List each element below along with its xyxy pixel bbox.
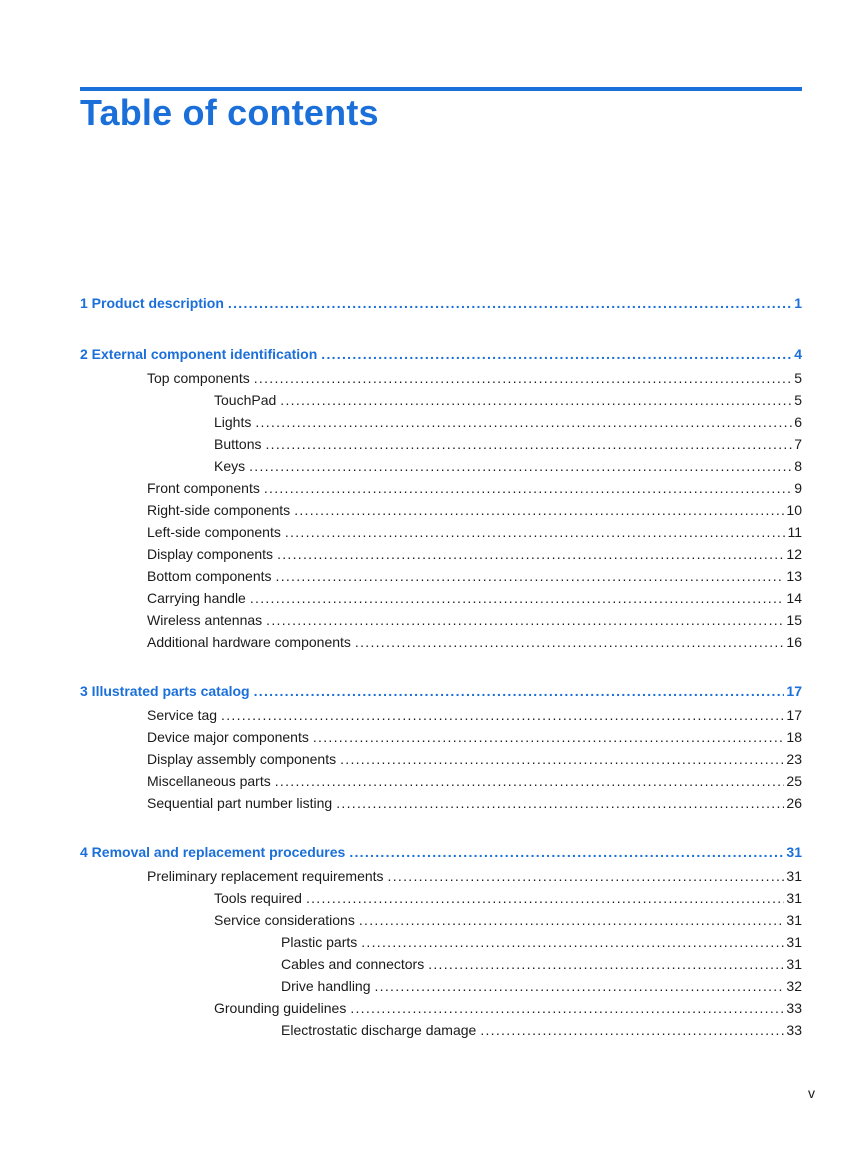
toc-entry-title: Additional hardware components bbox=[147, 634, 351, 650]
dot-leader bbox=[266, 609, 784, 631]
toc-entry[interactable] bbox=[80, 975, 802, 997]
toc-chapter-title: 1 Product description bbox=[80, 295, 224, 311]
table-of-contents bbox=[80, 290, 802, 1066]
toc-entry-title: Bottom components bbox=[147, 568, 272, 584]
dot-leader bbox=[375, 975, 785, 997]
toc-page-number: 9 bbox=[794, 480, 802, 496]
toc-chapter bbox=[80, 341, 802, 653]
toc-page-number: 7 bbox=[794, 436, 802, 452]
toc-chapter bbox=[80, 839, 802, 1041]
toc-page-number: 5 bbox=[794, 370, 802, 386]
toc-entry-title: Drive handling bbox=[281, 978, 371, 994]
toc-entry[interactable] bbox=[80, 367, 802, 389]
toc-entry[interactable] bbox=[80, 477, 802, 499]
dot-leader bbox=[388, 865, 785, 887]
toc-page-number: 4 bbox=[794, 346, 802, 362]
toc-page-number: 31 bbox=[786, 912, 802, 928]
toc-page-number: 26 bbox=[786, 795, 802, 811]
page-title: Table of contents bbox=[80, 92, 379, 133]
toc-entry[interactable] bbox=[80, 521, 802, 543]
page-number: v bbox=[808, 1085, 815, 1101]
toc-entry[interactable] bbox=[80, 499, 802, 521]
toc-entry[interactable] bbox=[80, 631, 802, 653]
toc-entry[interactable] bbox=[80, 704, 802, 726]
toc-entry[interactable] bbox=[80, 389, 802, 411]
toc-entry[interactable] bbox=[80, 433, 802, 455]
dot-leader bbox=[428, 953, 784, 975]
dot-leader bbox=[265, 433, 792, 455]
dot-leader bbox=[359, 909, 785, 931]
toc-entry[interactable] bbox=[80, 411, 802, 433]
toc-entry-title: Carrying handle bbox=[147, 590, 246, 606]
toc-entry[interactable] bbox=[80, 748, 802, 770]
toc-entry[interactable] bbox=[80, 931, 802, 953]
toc-entry-title: Service considerations bbox=[214, 912, 355, 928]
dot-leader bbox=[361, 931, 784, 953]
toc-page-number: 13 bbox=[786, 568, 802, 584]
toc-entry-title: Preliminary replacement requirements bbox=[147, 868, 384, 884]
toc-entry[interactable] bbox=[80, 770, 802, 792]
toc-page-number: 32 bbox=[786, 978, 802, 994]
toc-entry-title: Electrostatic discharge damage bbox=[281, 1022, 477, 1038]
toc-page-number: 31 bbox=[786, 844, 802, 860]
toc-chapter-heading[interactable] bbox=[80, 290, 802, 316]
toc-page-number: 25 bbox=[786, 773, 802, 789]
dot-leader bbox=[321, 341, 792, 367]
toc-entry-title: Plastic parts bbox=[281, 934, 358, 950]
toc-entry[interactable] bbox=[80, 997, 802, 1019]
dot-leader bbox=[254, 678, 785, 704]
dot-leader bbox=[275, 770, 785, 792]
dot-leader bbox=[313, 726, 785, 748]
toc-entry-title: Grounding guidelines bbox=[214, 1000, 347, 1016]
toc-chapter-title: 4 Removal and replacement procedures bbox=[80, 844, 346, 860]
toc-entry-title: Miscellaneous parts bbox=[147, 773, 271, 789]
toc-page-number: 6 bbox=[794, 414, 802, 430]
dot-leader bbox=[349, 839, 784, 865]
toc-page-number: 12 bbox=[786, 546, 802, 562]
toc-entry-title: Service tag bbox=[147, 707, 218, 723]
toc-entry-title: Front components bbox=[147, 480, 260, 496]
toc-entry-title: Wireless antennas bbox=[147, 612, 263, 628]
toc-entry-title: Lights bbox=[214, 414, 252, 430]
dot-leader bbox=[228, 290, 792, 316]
toc-page-number: 10 bbox=[786, 502, 802, 518]
dot-leader bbox=[277, 543, 784, 565]
toc-entry-title: Left-side components bbox=[147, 524, 281, 540]
dot-leader bbox=[340, 748, 784, 770]
dot-leader bbox=[264, 477, 792, 499]
toc-page-number: 11 bbox=[787, 524, 802, 540]
toc-page-number: 8 bbox=[794, 458, 802, 474]
dot-leader bbox=[285, 521, 786, 543]
toc-chapter-title: 2 External component identification bbox=[80, 346, 318, 362]
toc-chapter-heading[interactable] bbox=[80, 341, 802, 367]
toc-entry[interactable] bbox=[80, 587, 802, 609]
toc-entry-title: Cables and connectors bbox=[281, 956, 425, 972]
toc-entry[interactable] bbox=[80, 1019, 802, 1041]
toc-page-number: 1 bbox=[794, 295, 802, 311]
toc-entry-title: Buttons bbox=[214, 436, 262, 452]
toc-page-number: 33 bbox=[786, 1022, 802, 1038]
toc-entry[interactable] bbox=[80, 565, 802, 587]
toc-chapter bbox=[80, 290, 802, 316]
toc-entry[interactable] bbox=[80, 609, 802, 631]
toc-page-number: 31 bbox=[786, 934, 802, 950]
toc-chapter-title: 3 Illustrated parts catalog bbox=[80, 683, 250, 699]
toc-page-number: 23 bbox=[786, 751, 802, 767]
toc-chapter-heading[interactable] bbox=[80, 678, 802, 704]
dot-leader bbox=[280, 389, 792, 411]
toc-page-number: 31 bbox=[786, 868, 802, 884]
toc-entry[interactable] bbox=[80, 792, 802, 814]
toc-entry[interactable] bbox=[80, 865, 802, 887]
toc-entry-title: Tools required bbox=[214, 890, 302, 906]
toc-chapter bbox=[80, 678, 802, 814]
title-rule bbox=[80, 87, 802, 91]
toc-entry-title: TouchPad bbox=[214, 392, 277, 408]
toc-page-number: 31 bbox=[786, 890, 802, 906]
dot-leader bbox=[276, 565, 785, 587]
toc-page-number: 31 bbox=[786, 956, 802, 972]
toc-page-number: 16 bbox=[786, 634, 802, 650]
toc-entry[interactable] bbox=[80, 909, 802, 931]
toc-entry[interactable] bbox=[80, 726, 802, 748]
toc-entry-title: Right-side components bbox=[147, 502, 291, 518]
toc-entry[interactable] bbox=[80, 455, 802, 477]
dot-leader bbox=[250, 587, 785, 609]
toc-entry-title: Display assembly components bbox=[147, 751, 337, 767]
toc-entry-title: Device major components bbox=[147, 729, 309, 745]
toc-entry-title: Keys bbox=[214, 458, 246, 474]
dot-leader bbox=[480, 1019, 784, 1041]
toc-chapter-heading[interactable] bbox=[80, 839, 802, 865]
toc-page-number: 15 bbox=[786, 612, 802, 628]
toc-page-number: 5 bbox=[794, 392, 802, 408]
dot-leader bbox=[350, 997, 784, 1019]
toc-entry-title: Top components bbox=[147, 370, 250, 386]
toc-entry-title: Sequential part number listing bbox=[147, 795, 333, 811]
dot-leader bbox=[306, 887, 784, 909]
dot-leader bbox=[249, 455, 792, 477]
dot-leader bbox=[336, 792, 784, 814]
toc-page-number: 17 bbox=[786, 707, 802, 723]
toc-page-number: 17 bbox=[786, 683, 802, 699]
dot-leader bbox=[355, 631, 785, 653]
toc-entry[interactable] bbox=[80, 887, 802, 909]
dot-leader bbox=[254, 367, 792, 389]
dot-leader bbox=[255, 411, 792, 433]
dot-leader bbox=[221, 704, 784, 726]
toc-page-number: 14 bbox=[786, 590, 802, 606]
dot-leader bbox=[294, 499, 784, 521]
toc-entry[interactable] bbox=[80, 543, 802, 565]
toc-entry-title: Display components bbox=[147, 546, 274, 562]
toc-page-number: 18 bbox=[786, 729, 802, 745]
toc-page-number: 33 bbox=[786, 1000, 802, 1016]
toc-entry[interactable] bbox=[80, 953, 802, 975]
